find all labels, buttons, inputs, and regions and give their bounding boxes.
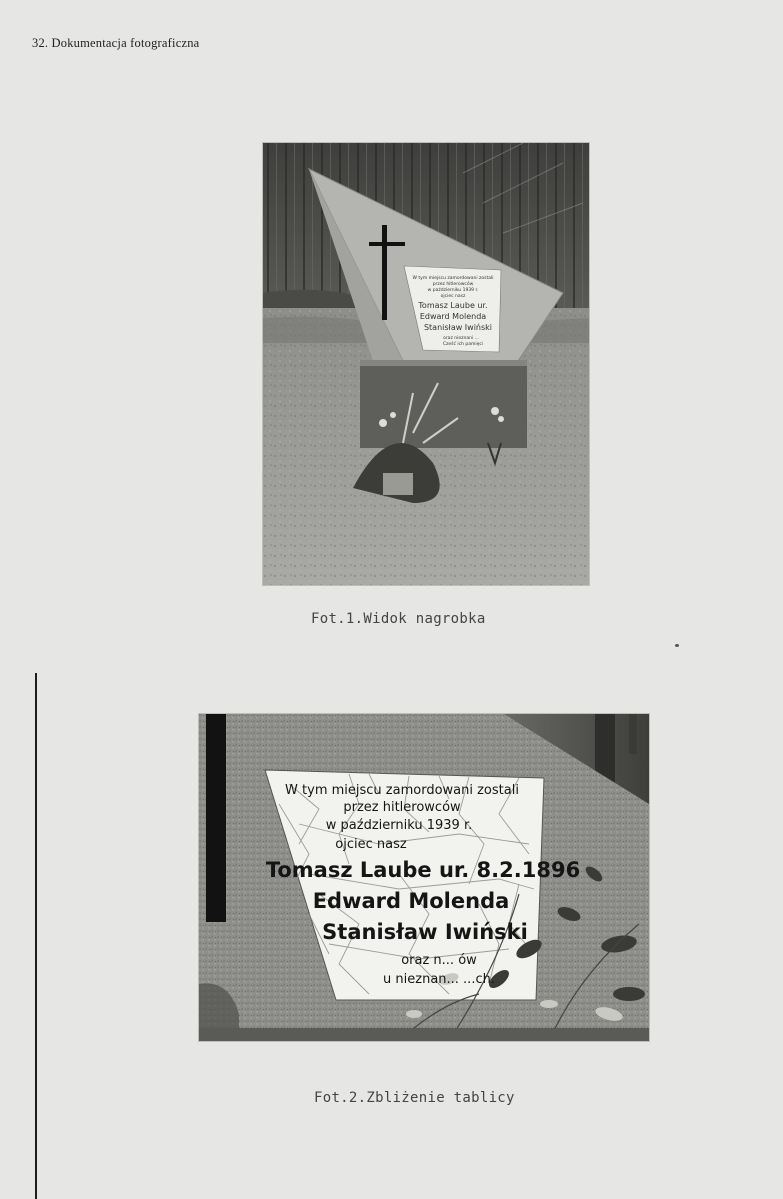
plaque2-line: oraz n... ów — [401, 953, 477, 968]
plaque1-line: W tym miejscu zamordowani zostali — [412, 276, 494, 281]
gravestone-plaque-text — [263, 143, 589, 585]
plaque2-line: Edward Molenda — [312, 889, 510, 913]
plaque2-line: u nieznan... ...ch. — [383, 972, 495, 987]
plaque1-line: Edward Molenda — [419, 312, 487, 321]
plaque1-line: Cześć ich pamięci — [442, 342, 484, 347]
photo1-caption: Fot.1.Widok nagrobka — [311, 611, 486, 627]
plaque2-line: Stanisław Iwiński — [322, 920, 528, 944]
plaque2-line: ojciec nasz — [335, 837, 407, 852]
photo2-caption: Fot.2.Zbliżenie tablicy — [314, 1090, 515, 1106]
page-header: 32. Dokumentacja fotograficzna — [32, 36, 200, 50]
plaque-closeup-text — [199, 714, 649, 1041]
plaque1-line: przez hitlerowców — [432, 282, 474, 287]
ink-speck — [675, 644, 679, 647]
gravestone-photo — [263, 143, 589, 585]
plaque2-line: przez hitlerowców — [343, 800, 461, 815]
plaque2-line: w październiku 1939 r. — [325, 818, 473, 833]
plaque2-line: Tomasz Laube ur. 8.2.1896 — [265, 858, 581, 882]
plaque1-line: Stanisław Iwiński — [423, 323, 493, 332]
plaque1-line: w październiku 1939 r. — [427, 288, 479, 293]
margin-rule — [35, 673, 37, 1199]
plaque1-line: oraz nieznani ... — [443, 336, 479, 341]
plaque1-line: Tomasz Laube ur. — [418, 301, 488, 310]
plaque-closeup-photo — [199, 714, 649, 1041]
plaque2-line: W tym miejscu zamordowani zostali — [285, 783, 519, 798]
plaque1-line: ojciec nasz — [440, 294, 466, 299]
